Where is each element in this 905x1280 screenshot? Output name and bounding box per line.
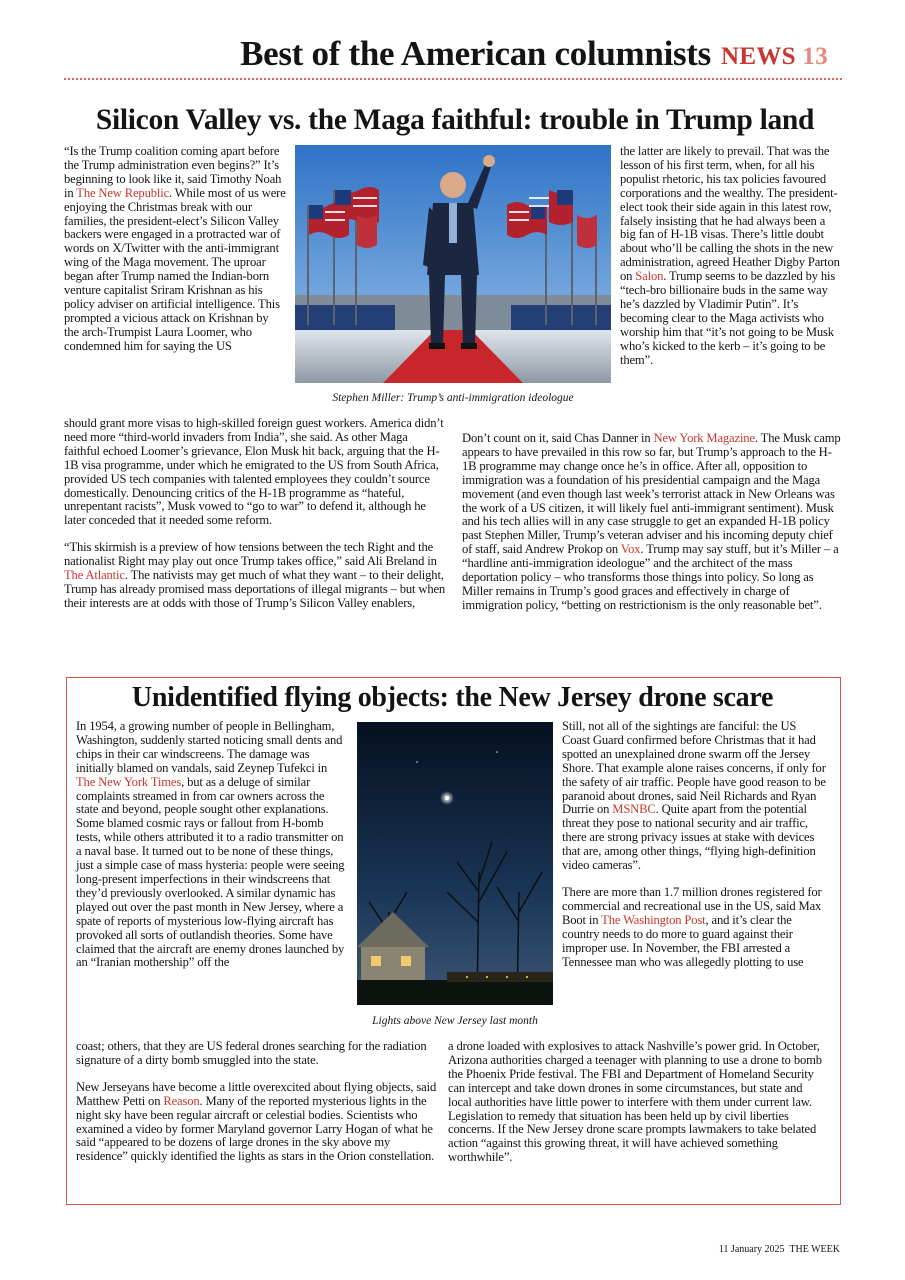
story1-photo-caption: Stephen Miller: Trump’s anti-immigration ideologue [332, 392, 574, 404]
story1-photo [295, 145, 611, 383]
page-footer [600, 1244, 840, 1255]
story1-col-wide-left: should grant more visas to high-skilled foreign guest workers. America didn’t need more “third-world invaders from India”, she said. As other Maga faithful echoed Loomer’s grievance, Elon Musk hit back, arguing that the H-1B visa programme, under which he emigrated to the US from South Africa, provided US tech companies with talented employees they couldn’t source domestically. Denouncing critics of the H-1B programme as “hateful, unrepentant racists”, Musk vowed to “go to war” to defend it, although he later conceded that it needed some reform. “This skirmish is a preview of how tensions between the tech Right and the nationalist Right may play out once Trump takes office,” said Ali Breland in The Atlantic. The nativists may get much of what they want – to their delight, Trump has already promised mass deportations of illegal migrants – but when their interests are at odds with those of Trump’s Silicon Valley enablers, [64, 416, 446, 610]
story2-col-right-top: Still, not all of the sightings are fanciful: the US Coast Guard confirmed before Christmas that it had spotted an unexplained drone swarm off the Jersey Shore. That example alone raises concerns, if only for the safety of air traffic. People have good reason to be paranoid about drones, said Neil Richards and Ryan Durrie on MSNBC. Quite apart from the potential threat they pose to national security and air traffic, there are strong privacy issues at stake with devices that are, among other things, “flying high-definition video cameras”. There are more than 1.7 million drones registered for commercial and recreational use in the US, said Max Boot in The Washington Post, and it’s clear the country needs to do more to guard against their improper use. In November, the FBI arrested a Tennessee man who was allegedly plotting to use [562, 719, 826, 969]
story1-col-left: “Is the Trump coalition coming apart before the Trump administration even begins?” It’s beginning to look like it, said Timothy Noah in The New Republic. While most of us were enjoying the Christmas break with our families, the president-elect’s Silicon Valley backers were engaged in a protracted war of words on X/Twitter with the anti-immigrant wing of the Maga movement. The uproar began after Trump named the Indian-born venture capitalist Sriram Krishnan as his policy adviser on artificial intelligence. This prompted a vicious attack on Krishnan by the arch-Trumpist Laura Loomer, who condemned him for saying the US [64, 144, 286, 353]
story2-col-left: In 1954, a growing number of people in Bellingham, Washington, suddenly started noticing small dents and chips in their car windscreens. The damage was initially blamed on vandals, said Zeynep Tufekci in The New York Times, but as a deluge of similar complaints streamed in from car owners across the state and beyond, people sought other explanations. Some blamed cosmic rays or fallout from H-bomb tests, while others attributed it to a radio transmitter on a naval base. It turned out to be none of these things, just a simple case of mass hysteria: people were seeing long-present imperfections in their windscreens that they’d previously overlooked. A similar dynamic has played out over the past month in New Jersey, where a spate of reports of mysterious low-flying aircraft has provoked all sorts of outlandish theories. Some have claimed that the aircraft are enemy drones launched by an “Iranian mothership” off the [76, 719, 345, 970]
link-the-new-republic[interactable]: The New Republic [76, 185, 170, 200]
page-title: Best of the American columnists [240, 34, 711, 73]
story1-col-right-bottom: Don’t count on it, said Chas Danner in New York Magazine. The Musk camp appears to have prevailed in this row so far, but Trump’s approach to the H-1B programme may change once he’s in office. After all, opposition to immigration was a foundation of his presidential campaign and the Maga movement (and even though last week’s terrorist attack in New Orleans was the work of a US citizen, it will likely fuel anti-immigrant sentiment). Musk and his tech allies will in any case struggle to get an expanded H-1B policy past Stephen Miller, Trump’s veteran adviser and his incoming deputy chief of staff, said Andrew Prokop on Vox. Trump may say stuff, but it’s Miller – a “hardline anti-immigration ideologue” and the architect of the mass deportation policy – who transforms those things into policy. So long as Miller remains in Trump’s good graces and effectively in charge of immigration policy, “betting on restrictionism is the only reasonable bet”. [462, 431, 841, 612]
link-the-new-york-times[interactable]: The New York Times [76, 774, 182, 789]
story2-headline: Unidentified flying objects: the New Jersey drone scare [131, 682, 774, 713]
link-msnbc[interactable]: MSNBC [612, 802, 656, 817]
stephen-miller-photo-illustration [295, 145, 611, 383]
section-label [721, 42, 828, 72]
story2-col-wide-left: coast; others, that they are US federal drones searching for the radiation signature of a dirty bomb smuggled into the state. New Jerseyans have become a little overexcited about flying objects, said Matthew Petti on Reason. Many of the reported mysterious lights in the night sky have been regular aircraft or celestial bodies. Scientists who examined a video by former Maryland governor Larry Hogan of what he said “appeared to be dozens of large drones in the sky above my residence” quickly identified the lights as stars in the Orion constellation. [76, 1039, 437, 1164]
story2-photo [357, 722, 553, 1005]
header-rule [64, 78, 842, 80]
night-sky-drone-photo-illustration [357, 722, 553, 1005]
link-new-york-magazine[interactable]: New York Magazine [653, 431, 755, 445]
footer-date: 11 January 2025 [718, 1244, 785, 1255]
story2-photo-caption: Lights above New Jersey last month [372, 1015, 538, 1027]
story1-col-right-top: the latter are likely to prevail. That was the lesson of his first term, when, for all his populist rhetoric, his tax policies favoured corporations and the wealthy. The president-elect took their side again in this latest row, falsely insisting that he had always been a big fan of H-1B visas. There’s little doubt about who’ll be calling the shots in the new administration, agreed Heather Digby Parton on Salon. Trump seems to be dazzled by his “tech-bro billionaire buds in the same way he’s dazzled by Vladimir Putin”. It’s becoming clear to the Maga activists who worship him that “it’s not going to be Musk who’s kicked to the kerb – it’s going to be them”. [620, 144, 840, 367]
page-number: 13 [802, 43, 829, 70]
link-vox[interactable]: Vox [620, 542, 641, 557]
footer-publication: THE WEEK [789, 1244, 840, 1255]
link-the-washington-post[interactable]: The Washington Post [601, 912, 706, 927]
link-reason[interactable]: Reason [163, 1093, 200, 1108]
link-salon[interactable]: Salon [635, 269, 664, 284]
story2-col-wide-right: a drone loaded with explosives to attack Nashville’s power grid. In October, Arizona authorities charged a teenager with planning to use a drone to bomb the Phoenix Pride festival. The FBI and Department of Homeland Security can intercept and take down drones in some circumstances, but state and local authorities have little power to interfere with them under current law. Legislation to remedy that situation has been held up by civil liberties concerns. If the New Jersey drone scare prompts lawmakers to take belated action “against this growing threat, it will have achieved something worthwhile”. [448, 1039, 822, 1165]
section-name: NEWS [721, 43, 796, 70]
link-the-atlantic[interactable]: The Atlantic [64, 568, 125, 583]
story1-headline: Silicon Valley vs. the Maga faithful: trouble in Trump land [95, 104, 815, 136]
